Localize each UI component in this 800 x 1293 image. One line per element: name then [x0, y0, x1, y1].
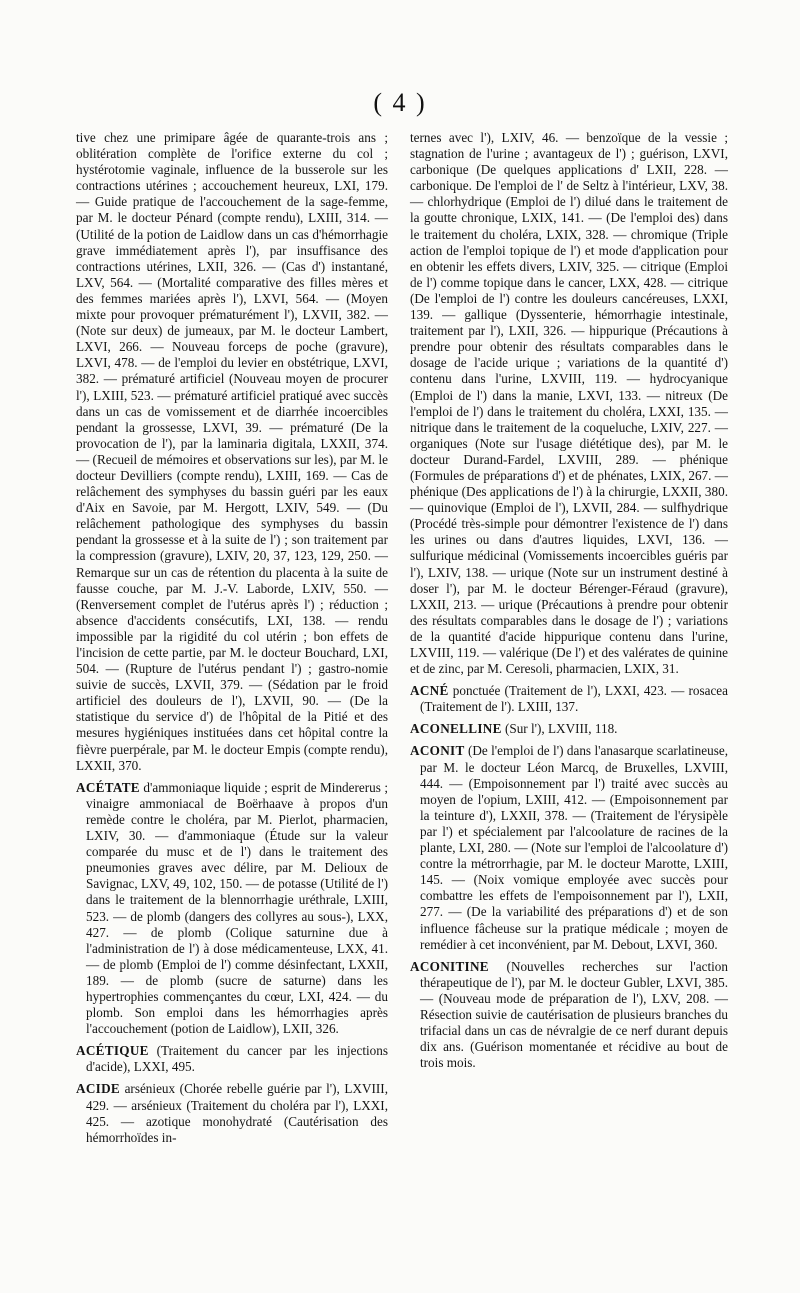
entry-text: (Sur l'), LXVIII, 118.	[504, 721, 618, 737]
index-entry-acetate	[76, 780, 388, 1038]
index-entry-aconit	[410, 743, 728, 952]
entry-headword: ACONIT	[410, 743, 465, 759]
entry-text: (Nouvelles recherches sur l'action thérapeutique de l'), par M. le docteur Gubler, LXVI, 385. — (Nouveau mode de préparation de l'), LXV, 208. — Résection suivie de cautérisation de plusieurs branches du trifacial dans un cas de névralgie de ce nerf durant depuis dix ans. (Guérison momentanée et récidive au bout de trois mois.	[420, 958, 728, 1071]
entry-headword: ACIDE	[76, 1081, 120, 1097]
entry-headword: ACÉTATE	[76, 779, 140, 795]
left-column	[76, 130, 388, 1152]
entry-text: (De l'emploi de l') dans l'anasarque scarlatineuse, par M. le docteur Léon Marcq, de Bruxelles, LXVIII, 444. — (Empoisonnement par l') traité avec succès au moyen de l'opium, LXIII, 412. — (Empoisonnement par la teinture d'), LXXII, 378. — (Traitement de l'érysipèle par l') et spécialement par l'alcoolature de racines de la plante, LXI, 280. — (Note sur l'emploi de l'alcoolature d') contre la métrorrhagie, par M. le docteur Marotte, LXIII, 145. — (Noix vomique employée avec succès pour combattre les effets de l'empoisonnement par l'), LXII, 277. — (De la variabilité des préparations d') et de son influence fâcheuse sur la pratique médicale ; moyen de remédier à cet inconvénient, par M. Debout, LXVI, 360.	[420, 743, 728, 952]
page-number: ( 4 )	[373, 88, 427, 117]
index-entry-acide	[76, 1081, 388, 1145]
entry-headword: ACNÉ	[410, 683, 449, 699]
entry-continuation: tive chez une primipare âgée de quarante-trois ans ; oblitération complète de l'orifice externe du col ; hystérotomie vaginale, influence de la busserole sur les contractions utérines ; accouchement heureux, LXI, 179. — Guide pratique de l'accouchement de la sage-femme, par M. le docteur Pénard (compte rendu), LXIII, 314. — (Utilité de la potion de Laidlow dans un cas d'hémorrhagie grave immédiatement après l'), par insuffisance des contractions utérines, LXII, 326. — (Cas d') instantané, LXV, 564. — (Mortalité comparative des filles mères et des femmes mariées après l'), LXVI, 564. — (Moyen mixte pour provoquer prématurément l'), LXVII, 382. — (Note sur deux) de jumeaux, par M. le docteur Lambert, LXVI, 266. — Nouveau forceps de poche (gravure), LXVI, 478. — de l'emploi du levier en obstétrique, LXVI, 382. — prématuré artificiel (Nouveau moyen de procurer l'), LXIII, 523. — prématuré artificiel pratiqué avec succès dans un cas de vomissement et de diarrhée incoercibles pendant la grossesse, LXVI, 39. — prématuré (De la provocation de l'), par la laminaria digitala, LXXII, 374. — (Recueil de mémoires et observations sur les), par M. le docteur Devilliers (compte rendu), LXIII, 169. — Cas de relâchement des symphyses du bassin guéri par les eaux d'Aix en Savoie, par M. Hergott, LXIV, 549. — (Du relâchement pathologique des symphyses du bassin pendant la grossesse et à la suite de l') ; son traitement par la compression (gravure), LXIV, 20, 37, 123, 129, 250. — Remarque sur un cas de rétention du placenta à la suite de fausse couche, par M. J.-V. Laborde, LXIV, 550. — (Renversement complet de l'utérus après l') ; réduction ; absence d'accidents consécutifs, LXI, 138. — rendu impossible par la rigidité du col utérin ; bon effets de l'incision de cette partie, par M. le docteur Bouchard, LXI, 504. — (Rupture de l'utérus pendant l') ; gastro-nomie suivie de succès, LXVII, 379. — (Sédation par le froid artificiel des douleurs de l'), LXVII, 90. — (De la statistique du service d') de l'hôpital de la Pitié et des mesures hygiéniques instituées dans cet hôpital contre la fièvre puerpérale, par M. le docteur Empis (compte rendu), LXXII, 370.	[76, 130, 388, 773]
entry-text: arsénieux (Chorée rebelle guérie par l'), LXVIII, 429. — arsénieux (Traitement du choléra par l'), LXXI, 425. — azotique monohydraté (Cautérisation des hémorrhoïdes in-	[86, 1081, 388, 1145]
index-entry-acne	[410, 683, 728, 715]
index-entry-acetique	[76, 1043, 388, 1075]
entry-text: (Traitement du cancer par les injections d'acide), LXXI, 495.	[86, 1043, 388, 1075]
entry-headword: ACONELLINE	[410, 721, 502, 737]
index-entry-aconitine	[410, 959, 728, 1072]
right-column	[410, 130, 728, 1077]
entry-headword: ACONITINE	[410, 958, 489, 974]
entry-headword: ACÉTIQUE	[76, 1043, 149, 1059]
entry-continuation: ternes avec l'), LXIV, 46. — benzoïque de la vessie ; stagnation de l'urine ; avantageux de l') ; guérison, LXVI, carbonique (De quelques applications d' LXII, 228. — carbonique. De l'emploi de l' de Seltz à l'intérieur, LXV, 38. — chlorhydrique (Emploi de l') dilué dans le traitement de la goutte chronique, LXIX, 141. — (De l'emploi des) dans le traitement du choléra, LXIX, 328. — chromique (Triple action de l'emploi topique de l') et mode d'application pour en obtenir les effets divers, LXIV, 325. — citrique (Emploi de l') comme topique dans le cancer, LXX, 428. — citrique (De l'emploi de l') contre les douleurs cancéreuses, LXXI, 139. — gallique (Dyssenterie, hémorrhagie intestinale, traitement par l'), LXII, 326. — hippurique (Précautions à prendre pour obtenir des résultats comparables dans le dosage de l'acide urique ; variations de la quantité d') contenu dans l'urine, LXVIII, 119. — hydrocyanique (Emploi de l') dans la manie, LXVI, 133. — nitreux (De l'emploi de l') dans le traitement du choléra, LXXI, 135. — nitrique dans le traitement de la coqueluche, LXIV, 227. — organiques (Note sur l'usage diététique des), par M. le docteur Durand-Fardel, LXVIII, 289. — phénique (Formules de préparations d') et de phénates, LXIX, 267. — phénique (Des applications de l') à la chirurgie, LXXII, 380. — quinovique (Emploi de l'), LXVII, 284. — sulfhydrique (Procédé très-simple pour démontrer l'existence de l') dans les urines ou dans d'autres liquides, LXVI, 136. — sulfurique médicinal (Vomissements incoercibles guéris par l'), LXIV, 138. — urique (Note sur un instrument destiné à doser l'), par M. le docteur Bérenger-Féraud (gravure), LXXII, 213. — urique (Précautions à prendre pour obtenir des résultats comparables dans le dosage de l') ; variations de la quantité d'acide hippurique contenu dans l'urine, LXVIII, 119. — valérique (De l') et des valérates de quinine et de zinc, par M. Ceresoli, pharmacien, LXIX, 31.	[410, 130, 728, 677]
entry-text: ponctuée (Traitement de l'), LXXI, 423. — rosacea (Traitement de l'). LXIII, 137.	[420, 683, 729, 715]
entry-text: d'ammoniaque liquide ; esprit de Mindererus ; vinaigre ammoniacal de Boërhaave à propos d'un remède contre le choléra, par M. Pierlot, pharmacien, LXIV, 30. — d'ammoniaque (Étude sur la valeur comparée du musc et de l') dans le traitement des pneumonies graves avec délire, par M. Delioux de Savignac, LXV, 49, 102, 150. — de potasse (Utilité de l') dans le traitement de la blennorrhagie uréthrale, LXIII, 523. — de plomb (dangers des collyres au sous-), LXX, 427. — de plomb (Colique saturnine due à l'administration de l') à dose médicamenteuse, LXX, 41. — de plomb (Emploi de l') comme désinfectant, LXXII, 189. — de plomb (sucre de saturne) dans les hypertrophies commençantes du cœur, LXI, 424. — du plomb. Son emploi dans les hémorrhagies après l'accouchement (potion de Laidlow), LXII, 326.	[86, 779, 389, 1037]
index-entry-aconelline	[410, 721, 728, 737]
